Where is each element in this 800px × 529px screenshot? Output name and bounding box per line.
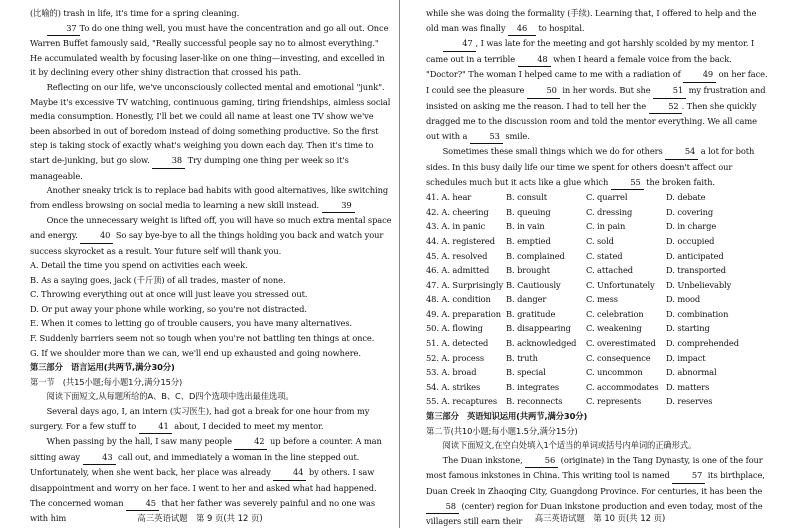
paragraph: [30, 21, 392, 80]
paragraph-text: (center) region for Duan inkstone production and even today, most of the villagers still earn their: [426, 500, 763, 527]
choice-option[interactable]: D. occupied: [666, 235, 715, 246]
choice-option[interactable]: D. anticipated: [666, 250, 724, 261]
left-content: [30, 0, 392, 526]
answer-blank[interactable]: 54: [665, 144, 698, 160]
choice-row: [426, 205, 770, 220]
part3-heading-right: 第三部分 英语知识运用(共两节,满分30分): [426, 411, 588, 422]
choice-option[interactable]: C. consequence: [586, 352, 651, 363]
choice-option[interactable]: D. reserves: [666, 396, 713, 407]
paragraph: [30, 80, 392, 183]
choice-row: [426, 234, 770, 249]
choice-option[interactable]: B. gratitude: [506, 308, 556, 319]
choice-option[interactable]: B. Cautiously: [506, 279, 561, 290]
answer-blank[interactable]: 49: [683, 67, 716, 83]
paragraph-text: its birthplace, Duan Creek in Zhaoqing City, Guangdong Province. For centuries, it has been the: [426, 470, 765, 496]
paragraph-text: , I was late for the meeting and got harshly scolded by my mentor. I came out in a terrible: [426, 38, 755, 64]
section1-instruction: 阅读下面短文,从每题所给的A、B、C、D四个选项中选出最佳选项。: [46, 391, 294, 402]
choice-option[interactable]: D. matters: [666, 381, 710, 392]
paragraph-text: . Then she quickly dragged me to the discussion room and told the mentor everything. We all came out with a: [426, 100, 757, 141]
choice-option[interactable]: 53. A. broad: [426, 367, 477, 378]
option-item: A. Detail the time you spend on activities each week.: [30, 260, 248, 271]
choice-option[interactable]: 52. A. process: [426, 352, 485, 363]
section2-heading: 第二节(共10小题;每小题1.5分,满分15分): [426, 425, 578, 436]
choice-option[interactable]: B. queuing: [506, 206, 551, 217]
choice-option[interactable]: B. in vain: [506, 221, 545, 232]
paragraph-text: in her words. But she: [559, 84, 654, 95]
choice-row: [426, 249, 770, 264]
choice-option[interactable]: B. acknowledged: [506, 338, 577, 349]
choice-option[interactable]: B. integrates: [506, 381, 560, 392]
choice-option[interactable]: 54. A. strikes: [426, 381, 481, 392]
option-item: F. Suddenly barriers seem not so tough when you're not battling ten things at once.: [30, 333, 375, 344]
choice-option[interactable]: 44. A. registered: [426, 235, 495, 246]
choice-option[interactable]: C. attached: [586, 265, 634, 276]
answer-blank[interactable]: 52: [649, 99, 682, 115]
option-item: D. Or put away your phone while working, so you're not distracted.: [30, 303, 307, 314]
choice-option[interactable]: 46. A. admitted: [426, 265, 490, 276]
paragraph-text: (originate) in the Tang Dynasty, is one of the four most famous inkstones in China. This writing tool is named: [426, 454, 763, 481]
choice-option[interactable]: C. sold: [586, 235, 614, 246]
paragraph-text: (比喻的) trash in life, it's time for a spring cleaning.: [30, 8, 240, 18]
option-item: E. When it comes to letting go of trouble causers, you have many alternatives.: [30, 318, 353, 329]
paragraph-text: on her face. I could see the pleasure: [426, 69, 768, 95]
choice-row: [426, 263, 770, 278]
answer-blank[interactable]: 42: [234, 434, 267, 450]
choice-option[interactable]: D. abnormal: [666, 367, 717, 378]
choice-option[interactable]: B. danger: [506, 294, 547, 305]
answer-blank[interactable]: 47: [443, 36, 476, 52]
answer-blank[interactable]: 41: [139, 419, 172, 435]
answer-blank[interactable]: 50: [527, 83, 560, 99]
choice-row: [426, 365, 770, 380]
choice-option[interactable]: D. Unbelievably: [666, 279, 732, 290]
paragraph-text: a lot for both sides. In this busy daily life our time we spent for others doesn't affect our schedules much but it acts like a glue which: [426, 146, 755, 187]
choice-row: [426, 219, 770, 234]
choice-option[interactable]: D. combination: [666, 308, 729, 319]
paragraph-text: Sometimes these small things which we do for others: [442, 146, 666, 157]
paragraph-text: about, I decided to meet my mentor.: [171, 420, 324, 431]
answer-blank[interactable]: 48: [518, 52, 551, 68]
choice-row: [426, 336, 770, 351]
choice-option[interactable]: 43. A. in panic: [426, 221, 486, 232]
choice-option[interactable]: 47. A. Surprisingly: [426, 279, 504, 290]
choice-option[interactable]: 49. A. preparation: [426, 308, 501, 319]
choice-option[interactable]: 48. A. condition: [426, 294, 491, 305]
choice-option[interactable]: B. brought: [506, 265, 550, 276]
answer-blank[interactable]: 45: [126, 496, 159, 512]
option-item: G. If we shoulder more than we can, we'll end up exhausted and going nowhere.: [30, 347, 361, 358]
paragraph-text: call out, and immediately a woman in the line stepped out. Unfortunately, when she went back, her place was already: [30, 451, 360, 478]
section2-instruction: 阅读下面短文,在空白处填入1个适当的单词或括号内单词的正确形式。: [442, 440, 697, 451]
option-list: [30, 258, 392, 360]
answer-blank[interactable]: 37: [47, 21, 80, 37]
answer-blank[interactable]: 51: [653, 83, 686, 99]
choice-row: [426, 190, 770, 205]
paragraph-text: Try dumping one thing per week so it's manageable.: [30, 154, 349, 181]
choice-option[interactable]: C. in pain: [586, 221, 626, 232]
choice-option[interactable]: D. comprehended: [666, 338, 739, 349]
choice-option[interactable]: C. Unfortunately: [586, 279, 655, 290]
choice-option[interactable]: B. reconnects: [506, 396, 563, 407]
choice-option[interactable]: 51. A. detected: [426, 338, 489, 349]
choice-option[interactable]: D. transported: [666, 265, 726, 276]
choice-option[interactable]: C. represents: [586, 396, 642, 407]
paragraph-text: to hospital.: [535, 22, 585, 33]
paragraph: [426, 144, 770, 190]
choice-option[interactable]: B. consult: [506, 192, 547, 203]
choice-option[interactable]: D. covering: [666, 206, 714, 217]
answer-blank[interactable]: 39: [322, 198, 355, 214]
choice-table: [426, 190, 770, 409]
section1-heading: 第一节 (共15小题;每小题1分,满分15分): [30, 376, 183, 387]
paragraph-text: smile.: [502, 130, 530, 141]
paragraph-text: So say bye-bye to all the things holding you back and watch your success skyrocket as a result. Your future self will thank you.: [30, 229, 384, 256]
choice-row: [426, 351, 770, 366]
paragraph-text: by others. I saw disappointment and worry on her face. I went to her and asked what had happened. The concerned woman: [30, 467, 377, 508]
option-item: C. Throwing everything out at once will just leave you stressed out.: [30, 289, 308, 300]
choice-option[interactable]: C. overestimated: [586, 338, 656, 349]
choice-option[interactable]: B. truth: [506, 352, 538, 363]
choice-option[interactable]: C. quarrel: [586, 192, 628, 203]
choice-row: [426, 321, 770, 336]
choice-option[interactable]: C. uncommon: [586, 367, 643, 378]
paragraph: [30, 183, 392, 213]
choice-option[interactable]: D. starting: [666, 323, 710, 334]
paragraph-text: my frustration and insisted on asking me the reason. I had to tell her the: [426, 84, 766, 111]
choice-option[interactable]: C. celebration: [586, 308, 644, 319]
choice-option[interactable]: D. mood: [666, 294, 701, 305]
paragraph: [426, 6, 770, 36]
answer-blank[interactable]: 57: [672, 468, 705, 484]
choice-option[interactable]: C. dressing: [586, 206, 633, 217]
paragraph-text: when I heard a female voice from the back. "Doctor?" The woman I helped came to me with a radiation of: [426, 53, 732, 80]
choice-option[interactable]: 41. A. hear: [426, 192, 472, 203]
choice-option[interactable]: C. mess: [586, 294, 618, 305]
paragraph: [30, 404, 392, 434]
paragraph-text: Reflecting on our life, we've unconsciously collected mental and emotional "junk". Maybe it's excessive TV watching, continuous gaming, tiring friendships, aimless social media consumption. Honestly, I'll bet we could all name at least one TV show we've been absorbed in out of boredom instead of doing something productive. So the first step is taking stock of exactly what's weighing you down each day. Then it's time to start de-junking, but go slow.: [30, 81, 391, 165]
choice-option[interactable]: C. accommodates: [586, 381, 659, 392]
answer-blank[interactable]: 38: [152, 153, 185, 169]
choice-option[interactable]: B. disappearing: [506, 323, 571, 334]
paragraph-text: while she was doing the formality (手续). Learning that, I offered to help and the old man was finally: [426, 8, 757, 33]
answer-blank[interactable]: 53: [470, 129, 503, 145]
paragraph-text: the broken faith.: [643, 176, 715, 187]
choice-row: [426, 278, 770, 293]
left-paragraphs: [30, 6, 392, 258]
choice-row: [426, 394, 770, 409]
choice-option[interactable]: 55. A. recaptures: [426, 396, 497, 407]
paragraph: [30, 6, 392, 21]
answer-blank[interactable]: 46: [508, 21, 536, 37]
right-content: [426, 0, 770, 529]
choice-option[interactable]: B. special: [506, 367, 546, 378]
left-page: [0, 0, 400, 528]
choice-option[interactable]: C. weakening: [586, 323, 642, 334]
choice-option[interactable]: D. debate: [666, 192, 706, 203]
choice-row: [426, 292, 770, 307]
choice-option[interactable]: D. in charge: [666, 221, 717, 232]
paragraph-text: Several days ago, I, an intern (实习医生), had got a break for one hour from my surgery. For a few stuff to: [30, 406, 370, 431]
answer-blank[interactable]: 40: [80, 228, 113, 244]
right-paragraphs: [426, 6, 770, 190]
answer-blank[interactable]: 43: [83, 450, 116, 466]
paragraph-text: up before a counter. A man sitting away: [30, 436, 382, 462]
answer-blank[interactable]: 58: [426, 499, 459, 515]
page-footer-right: 高三英语试题 第 10 页(共 12 页): [534, 513, 666, 523]
choice-option[interactable]: D. impact: [666, 352, 706, 363]
paragraph-text: Once the unnecessary weight is lifted off, you will have so much extra mental space and energy.: [30, 215, 392, 240]
right-page: [400, 0, 800, 528]
choice-option[interactable]: 50. A. flowing: [426, 323, 483, 334]
answer-blank[interactable]: 56: [525, 453, 558, 469]
paragraph: [30, 213, 392, 258]
choice-option[interactable]: C. stated: [586, 250, 623, 261]
choice-row: [426, 307, 770, 322]
paragraph: [426, 36, 770, 144]
choice-option[interactable]: 45. A. resolved: [426, 250, 488, 261]
option-item: B. As a saying goes, jack (千斤顶) of all trades, master of none.: [30, 274, 286, 285]
cloze-passage: [30, 404, 392, 526]
answer-blank[interactable]: 55: [611, 175, 644, 191]
choice-row: [426, 380, 770, 395]
choice-option[interactable]: B. emptied: [506, 235, 551, 246]
paragraph-text: Another sneaky trick is to replace bad habits with good alternatives, like switching from endless browsing on social media to learning a new skill instead.: [30, 185, 389, 210]
choice-option[interactable]: B. complained: [506, 250, 565, 261]
answer-blank[interactable]: 44: [273, 465, 306, 481]
paragraph-text: The Duan inkstone,: [442, 454, 526, 465]
paragraph-text: To do one thing well, you must have the concentration and go all out. Once Warren Buffet famously said, "Really successful people say no to almost everything." He accumulated wealth by focusing laser-like on one thing—investing, and excelled in it by declining every other shiny distraction that crossed his path.: [30, 22, 389, 78]
part3-heading: 第三部分 语言运用(共两节,满分30分): [30, 362, 175, 373]
paragraph-text: When passing by the hall, I saw many people: [46, 436, 235, 447]
choice-option[interactable]: 42. A. cheering: [426, 206, 489, 217]
page-footer-left: 高三英语试题 第 9 页(共 12 页): [137, 513, 263, 523]
paragraph-text: that her father was severely painful and no one was with him: [30, 497, 376, 524]
